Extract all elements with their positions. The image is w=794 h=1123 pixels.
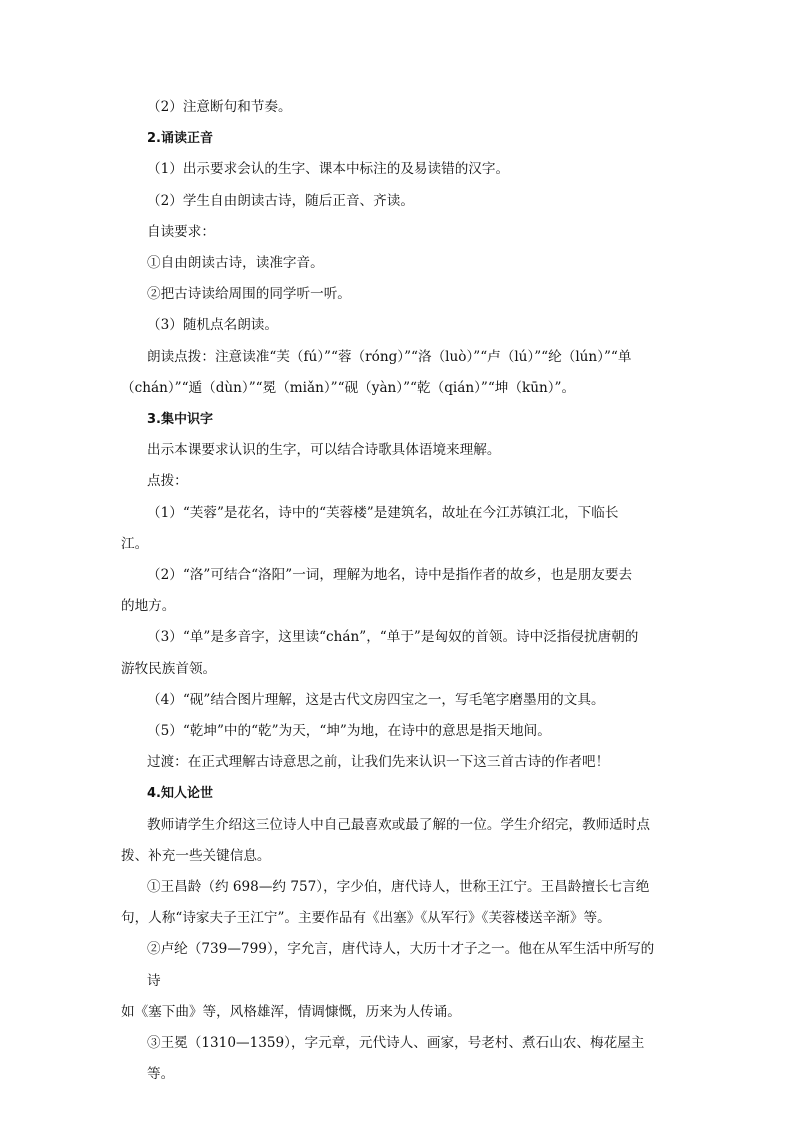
paragraph-18: 过渡：在正式理解古诗意思之前，让我们先来认识一下这三首古诗的作者吧！	[147, 754, 610, 771]
paragraph-21	[121, 872, 657, 934]
paragraph-11: 出示本课要求认识的生字，可以结合诗歌具体语境来理解。	[147, 442, 501, 459]
paragraph-6: ①自由朗读古诗，读准字音。	[147, 255, 324, 272]
section-heading-4: 4.知人论世	[147, 786, 213, 802]
line: 游牧民族首领。	[121, 660, 217, 677]
line: （chán）”“遁（dùn）”“冕（miǎn）”“砚（yàn）”“乾（qián）”“坤（kūn）”。	[121, 379, 576, 396]
line: 拨、补充一些关键信息。	[121, 847, 271, 864]
section-heading-2: 2.诵读正音	[147, 131, 213, 147]
section-heading-3: 3.集中识字	[147, 412, 213, 428]
line: ②卢纶（739—799），字允言，唐代诗人，大历十才子之一。他在从军生活中所写的诗	[147, 941, 655, 989]
line: （1）“芙蓉”是花名，诗中的“芙蓉楼”是建筑名，故址在今江苏镇江北，下临长	[147, 504, 619, 521]
paragraph-14	[121, 560, 657, 622]
paragraph-23: ③王冕（1310—1359），字元章，元代诗人、画家，号老村、煮石山农、梅花屋主等。	[147, 1035, 645, 1083]
paragraph-3: （1）出示要求会认的生字、课本中标注的及易读错的汉字。	[147, 161, 510, 178]
paragraph-17: （5）“乾坤”中的“乾”为天，“坤”为地，在诗中的意思是指天地间。	[147, 723, 551, 740]
paragraph-13	[121, 498, 657, 560]
paragraph-22	[121, 934, 657, 1028]
paragraph-5: 自读要求：	[147, 223, 215, 240]
line: 的地方。	[121, 598, 176, 615]
paragraph-8: （3）随机点名朗读。	[147, 317, 278, 334]
paragraph-9	[121, 342, 657, 404]
paragraph-1: （2）注意断句和节奏。	[147, 99, 292, 115]
line: 句，人称“诗家夫子王江宁”。主要作品有《出塞》《从军行》《芙蓉楼送辛渐》等。	[121, 910, 611, 927]
paragraph-4: （2）学生自由朗读古诗，随后正音、齐读。	[147, 192, 414, 209]
line: 教师请学生介绍这三位诗人中自己最喜欢或最了解的一位。学生介绍完，教师适时点	[147, 816, 650, 833]
line: 朗读点拨：注意读准“芙（fú）”“蓉（róng）”“洛（luò）”“卢（lú）”“纶（lún）”“单	[147, 348, 632, 365]
paragraph-20	[121, 810, 657, 872]
line: （2）“洛”可结合“洛阳”一词，理解为地名，诗中是指作者的故乡，也是朋友要去	[147, 567, 633, 584]
document-page	[121, 92, 657, 1091]
line: 如《塞下曲》等，风格雄浑，情调慷慨，历来为人传诵。	[121, 1003, 461, 1020]
paragraph-7: ②把古诗读给周围的同学听一听。	[147, 286, 351, 303]
paragraph-15	[121, 622, 657, 684]
paragraph-16: （4）“砚”结合图片理解，这是古代文房四宝之一，写毛笔字磨墨用的文具。	[147, 691, 605, 708]
line: 江。	[121, 535, 149, 552]
line: （3）“单”是多音字，这里读“chán”，“单于”是匈奴的首领。诗中泛指侵扰唐朝的	[147, 629, 639, 646]
line: ①王昌龄（约 698—约 757），字少伯，唐代诗人，世称王江宁。王昌龄擅长七言绝	[147, 879, 650, 896]
paragraph-12: 点拨：	[147, 473, 188, 490]
